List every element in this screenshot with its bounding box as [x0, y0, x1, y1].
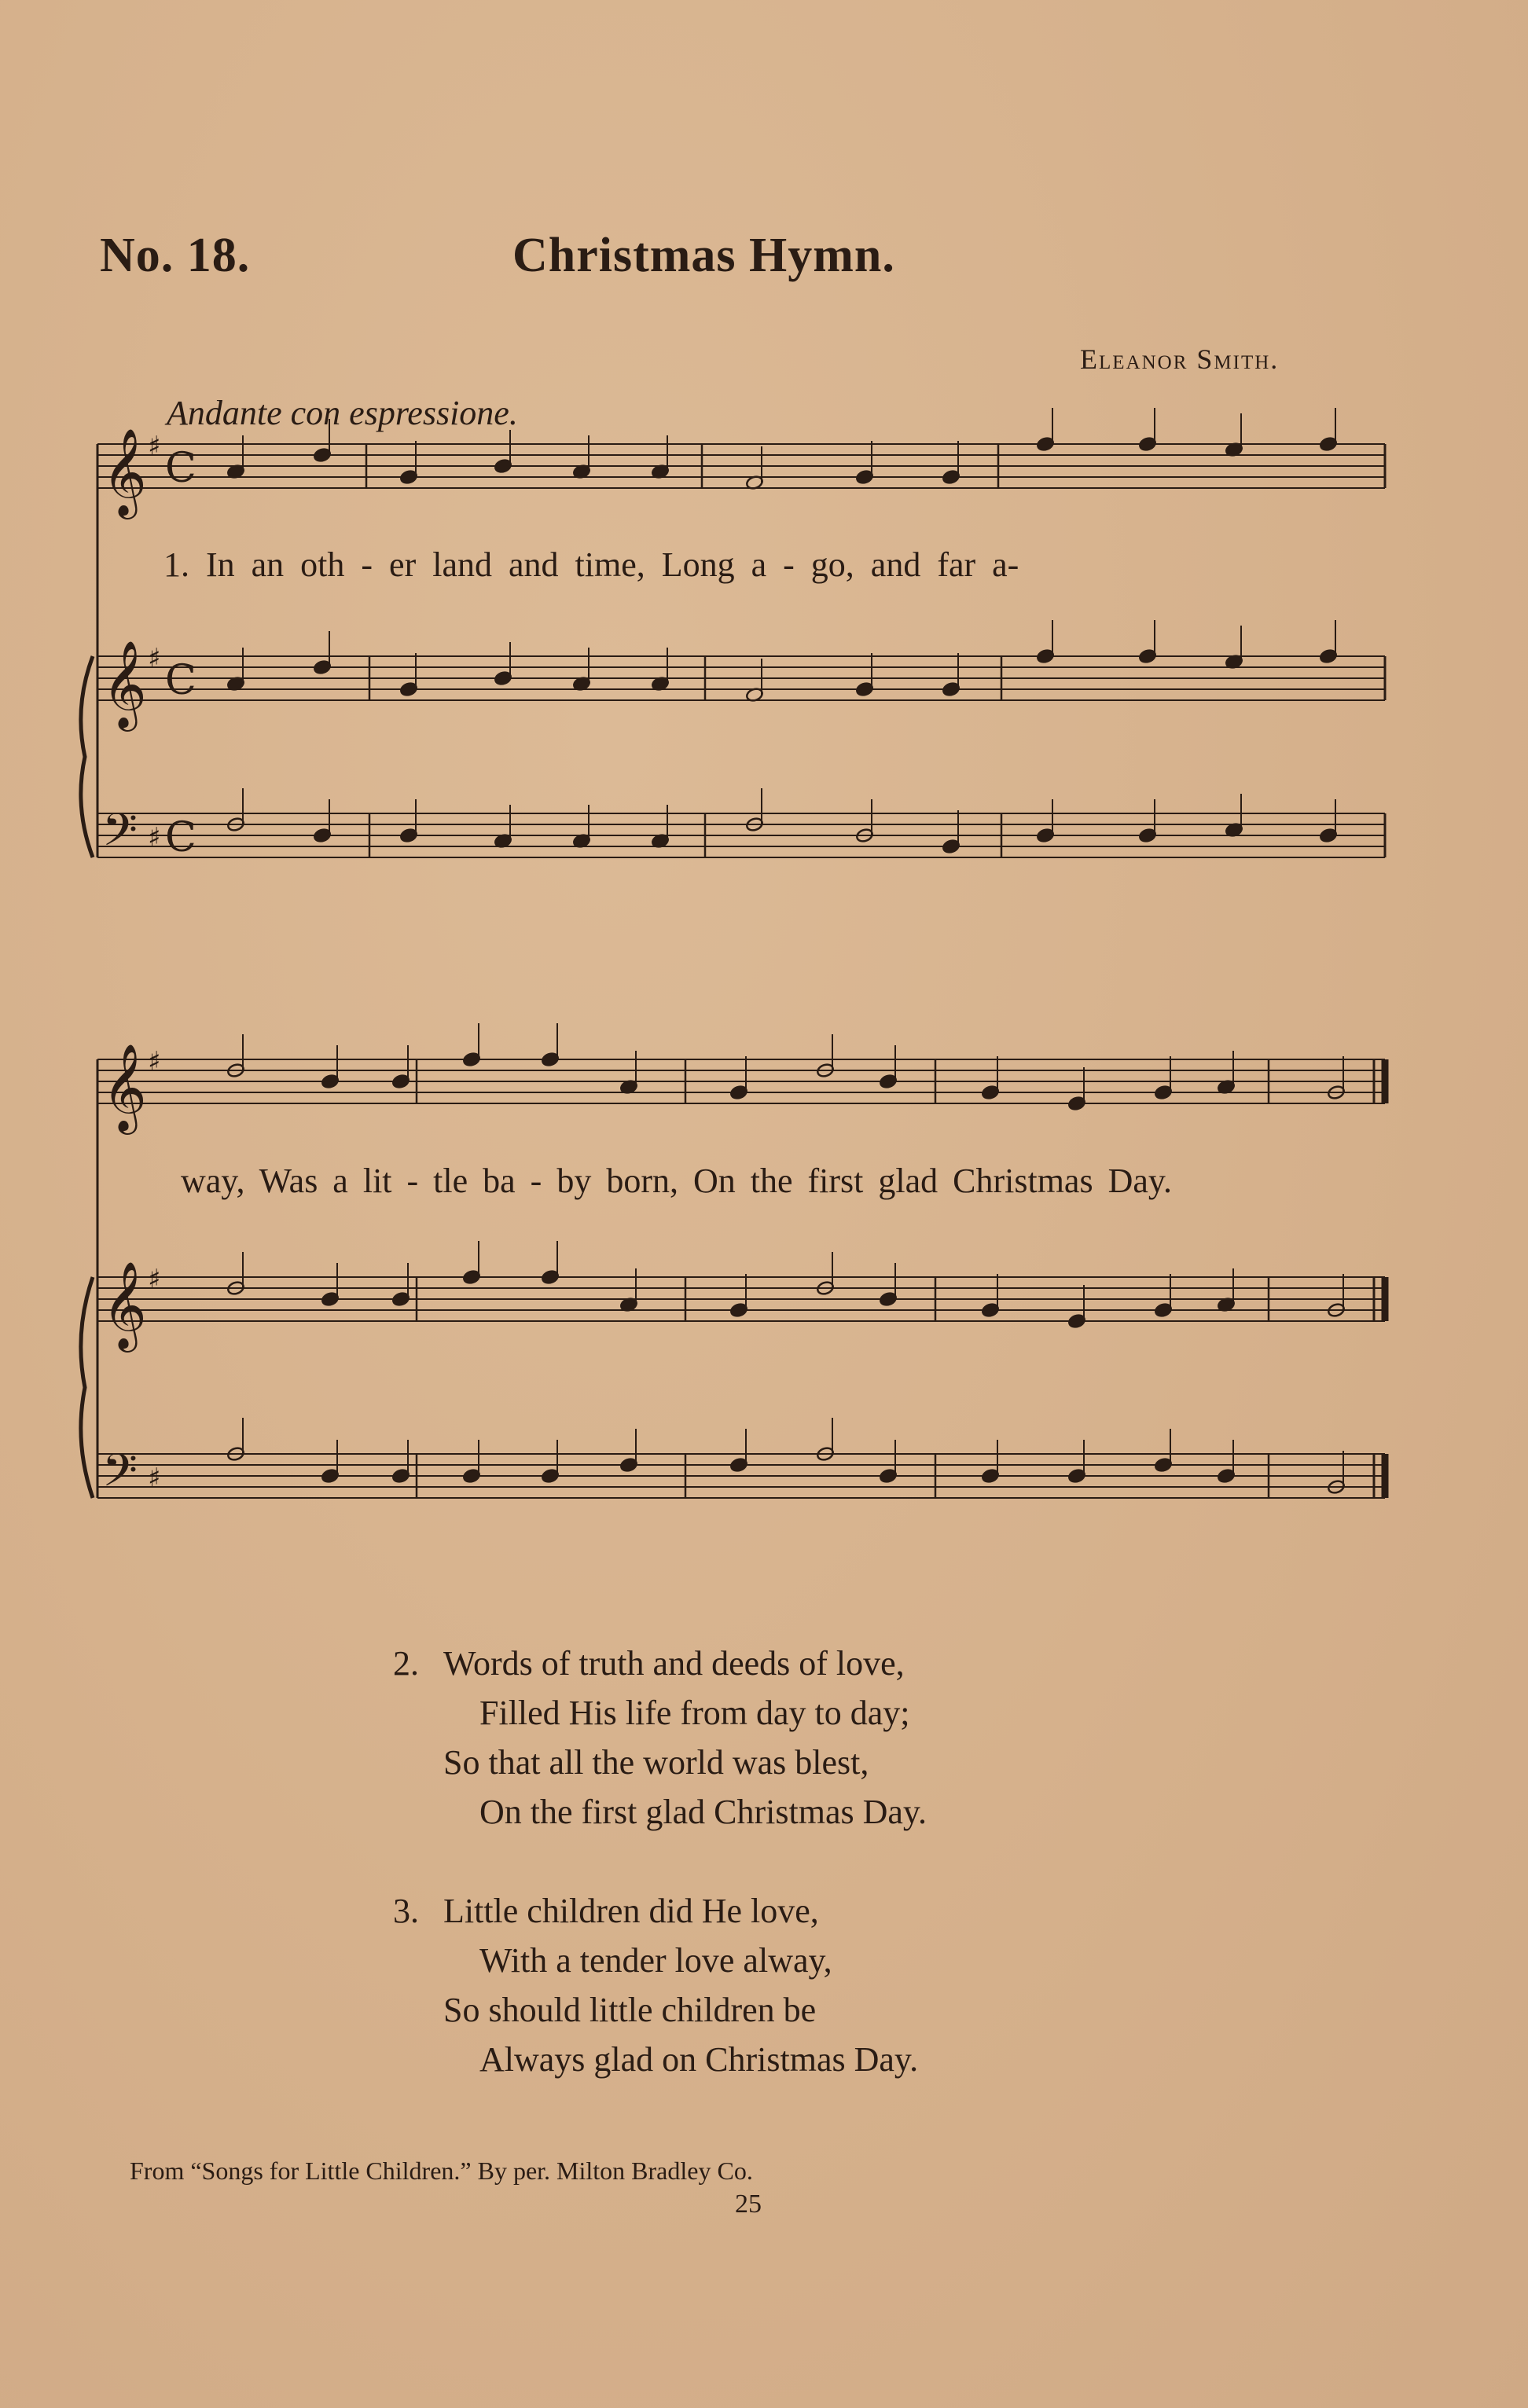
sharp-icon: ♯: [148, 1264, 161, 1295]
treble-clef-icon: 𝄞: [102, 1261, 147, 1349]
hymn-number: No. 18.: [100, 229, 251, 282]
sharp-icon: ♯: [148, 1046, 161, 1077]
treble-clef-icon: 𝄞: [102, 640, 147, 728]
sharp-icon: ♯: [148, 1463, 161, 1494]
verse-number: 3.: [393, 1892, 419, 1930]
treble-clef-icon: 𝄞: [102, 1043, 147, 1131]
composer-credit: Eleanor Smith.: [1080, 343, 1280, 375]
time-signature: C: [165, 445, 197, 492]
verse-2: [393, 1639, 927, 1837]
verse-line: So that all the world was blest,: [443, 1743, 869, 1782]
sharp-icon: ♯: [148, 822, 161, 853]
time-signature: C: [165, 814, 197, 861]
source-credit: From “Songs for Little Children.” By per. Milton Bradley Co.: [130, 2157, 753, 2185]
lyrics-line-1: 1. In an oth - er land and time, Long a - go, and far a-: [163, 545, 1019, 584]
verse-line: Words of truth and deeds of love,: [443, 1644, 905, 1683]
tempo-marking: Andante con espressione.: [167, 394, 518, 432]
treble-clef-icon: 𝄞: [102, 428, 147, 516]
verse-number: 2.: [393, 1644, 419, 1683]
hymn-title: Christmas Hymn.: [512, 229, 895, 282]
page-number: 25: [735, 2190, 762, 2219]
verse-line: On the first glad Christmas Day.: [479, 1793, 927, 1831]
verse-3: [393, 1886, 918, 2084]
brace-icon: [81, 1277, 93, 1498]
time-signature: C: [165, 657, 197, 704]
verse-line: Always glad on Christmas Day.: [479, 2040, 919, 2079]
bass-clef-icon: 𝄢: [102, 803, 138, 868]
brace-icon: [81, 656, 93, 857]
lyrics-line-2: way, Was a lit - tle ba - by born, On the first glad Christmas Day.: [181, 1162, 1173, 1200]
sharp-icon: ♯: [148, 431, 161, 462]
verse-line: Little children did He love,: [443, 1892, 819, 1930]
verse-line: Filled His life from day to day;: [479, 1694, 910, 1732]
sharp-icon: ♯: [148, 643, 161, 674]
verse-line: With a tender love alway,: [479, 1941, 832, 1980]
verse-line: So should little children be: [443, 1991, 817, 2029]
bass-clef-icon: 𝄢: [102, 1444, 138, 1508]
